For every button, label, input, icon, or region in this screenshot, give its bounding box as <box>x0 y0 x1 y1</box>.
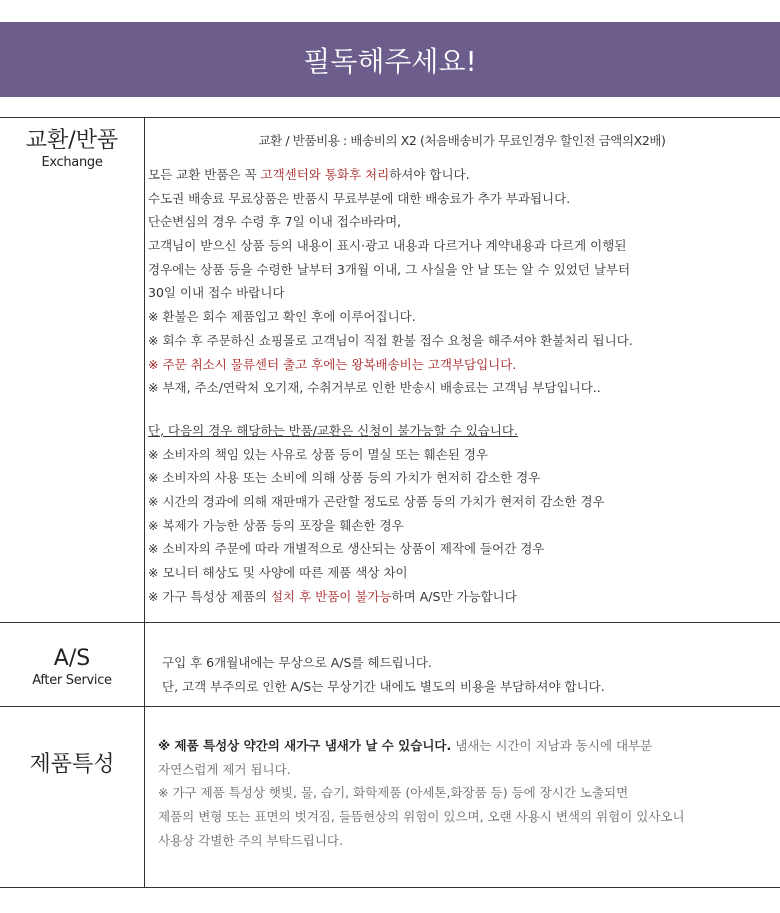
text-line <box>148 490 776 514</box>
text-line <box>148 376 776 400</box>
line-post: 하며 A/S만 가능합니다 <box>391 588 517 604</box>
line-pre: 고객님이 받으신 상품 등의 내용이 표시·광고 내용과 다르거나 계약내용과 다르게 이행된 <box>148 238 627 254</box>
as-line: 구입 후 6개월내에는 무상으로 A/S를 헤드립니다. <box>162 655 432 670</box>
features-line: 제품의 변형 또는 표면의 벗겨짐, 들뜸현상의 위험이 있으며, 오랜 사용시 변색의 위험이 있사오니 <box>158 809 685 825</box>
line-pre: ※ 소비자의 책임 있는 사유로 상품 등이 멸실 또는 훼손된 경우 <box>148 446 489 462</box>
text-line <box>148 305 776 329</box>
column-divider <box>144 623 145 707</box>
as-section <box>0 622 780 707</box>
features-label-ko: 제품특성 <box>29 752 115 777</box>
notice-title: 단, 다음의 경우 해당하는 반품/교환은 신청이 불가능할 수 있습니다. <box>148 422 518 438</box>
text-line <box>148 210 776 234</box>
text-line <box>148 353 776 377</box>
exchange-label-en: Exchange <box>41 155 103 170</box>
as-label-ko: A/S <box>53 646 91 671</box>
line-pre: 단순변심의 경우 수령 후 7일 이내 접수바라며, <box>148 214 402 230</box>
as-line: 단, 고객 부주의로 인한 A/S는 무상기간 내에도 별도의 비용을 부담하셔야 합니다. <box>162 678 605 694</box>
features-bold-line-rest: 냄새는 시간이 지남과 동시에 대부분 <box>451 738 653 753</box>
as-label <box>0 646 144 690</box>
bottom-rule <box>0 887 780 888</box>
features-line: 자연스럽게 제거 됩니다. <box>158 761 291 777</box>
line-pre: 수도권 배송료 무료상품은 반품시 무료부분에 대한 배송료가 추가 부과됩니다. <box>148 190 571 206</box>
text-line <box>148 234 776 258</box>
as-label-en: After Service <box>32 673 112 688</box>
line-pre: ※ 가구 특성상 제품의 <box>148 588 271 604</box>
features-line <box>158 734 780 758</box>
as-content <box>162 651 780 698</box>
line-pre: ※ 복제가 가능한 상품 등의 포장을 훼손한 경우 <box>148 517 404 533</box>
exchange-section <box>0 117 780 623</box>
line-pre: 모든 교환 반품은 꼭 <box>148 167 261 182</box>
line-pre: 30일 이내 접수 바랍니다 <box>148 285 285 301</box>
exchange-label <box>0 128 144 172</box>
line-red: ※ 주문 취소시 물류센터 출고 후에는 왕복배송비는 고객부담입니다. <box>148 356 517 372</box>
line-pre: ※ 시간의 경과에 의해 재판매가 곤란할 정도로 상품 등의 가치가 현저히 감소한 경우 <box>148 493 605 509</box>
text-line <box>148 514 776 538</box>
line-pre: ※ 소비자의 사용 또는 소비에 의해 상품 등의 가치가 현저히 감소한 경우 <box>148 470 541 486</box>
text-line <box>148 258 776 282</box>
text-line <box>148 281 776 305</box>
line-pre: ※ 모니터 해상도 및 사양에 따른 제품 색상 차이 <box>148 565 408 580</box>
text-line <box>148 466 776 490</box>
features-line: ※ 가구 제품 특성상 햇빛, 물, 습기, 화학제품 (아세톤,화장품 등) 등에 장시간 노출되면 <box>158 785 629 801</box>
features-content <box>158 734 780 852</box>
exchange-lines <box>148 163 776 400</box>
line-pre: ※ 회수 후 주문하신 쇼핑몰로 고객님이 직접 환불 접수 요청을 해주셔야 환불처리 됩니다. <box>148 332 633 348</box>
features-section <box>0 706 780 888</box>
text-line <box>148 329 776 353</box>
line-pre: ※ 부재, 주소/연락처 오기재, 수취거부로 인한 반송시 배송료는 고객님 부담입니다.. <box>148 380 601 396</box>
line-pre: 경우에는 상품 등을 수령한 날부터 3개월 이내, 그 사실을 안 날 또는 알 수 있었던 날부터 <box>148 261 631 277</box>
notice-lines <box>148 443 776 609</box>
features-line: 사용상 각별한 주의 부탁드립니다. <box>158 832 343 848</box>
line-red: 설치 후 반품이 불가능 <box>270 588 392 604</box>
text-line <box>148 187 776 211</box>
column-divider <box>144 118 145 623</box>
text-line <box>148 561 776 585</box>
line-pre: ※ 소비자의 주문에 따라 개별적으로 생산되는 상품이 제작에 들어간 경우 <box>148 541 545 557</box>
column-divider <box>144 707 145 888</box>
line-pre: ※ 환불은 회수 제품입고 확인 후에 이루어집니다. <box>148 309 416 325</box>
notice-header <box>0 22 780 97</box>
fee-note: 교환 / 반품비용 : 배송비의 X2 (처음배송비가 무료인경우 할인전 금액의X2배) <box>258 133 666 148</box>
exchange-label-ko: 교환/반품 <box>25 128 119 153</box>
text-line <box>148 537 776 561</box>
text-line <box>148 585 776 609</box>
exchange-content <box>148 128 776 608</box>
text-line <box>148 443 776 467</box>
text-line <box>148 163 776 187</box>
features-label <box>0 752 144 778</box>
header-title: 필독해주세요! <box>303 45 477 78</box>
line-red: 고객센터와 통화후 처리 <box>260 167 390 182</box>
features-bold-line: ※ 제품 특성상 약간의 새가구 냄새가 날 수 있습니다. <box>158 738 452 753</box>
line-post: 하셔야 합니다. <box>389 167 470 182</box>
